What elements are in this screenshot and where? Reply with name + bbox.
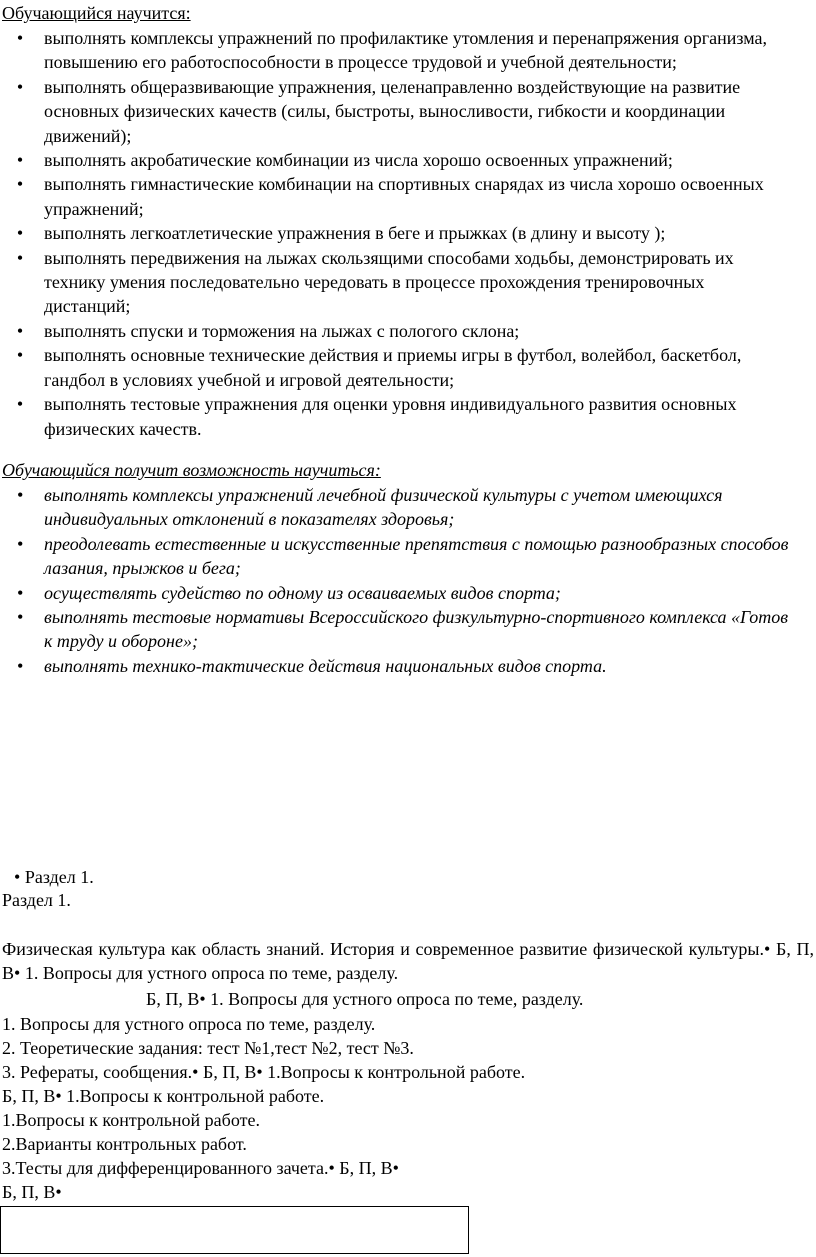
list-item: • выполнять спуски и торможения на лыжах с пологого склона; (0, 319, 800, 343)
bullet-icon: • (16, 582, 24, 603)
bullet-icon: • (199, 989, 206, 1009)
bullet-icon: • (16, 485, 24, 505)
bullet-icon: • (55, 1086, 62, 1106)
bullet-icon: • (16, 247, 24, 268)
list-item: • выполнять тестовые упражнения для оценки уровня индивидуального развития основных физических качеств. (0, 392, 800, 441)
section-paragraph: Физическая культура как область знаний. История и современное развитие физической культуры.• Б, П, В• 1. Вопросы для устного опроса по теме, разделу. (2, 939, 814, 983)
list-item: • выполнять гимнастические комбинации на спортивных снарядах из числа хорошо освоенных упражнений; (0, 172, 800, 221)
section-bullet-title: • Раздел 1. (14, 867, 94, 887)
bullet-icon: • (392, 1158, 399, 1178)
bullet-icon: • (16, 150, 24, 171)
list-item: • выполнять акробатические комбинации из числа хорошо освоенных упражнений; (0, 148, 800, 172)
assessment-line: 3.Тесты для дифференцированного зачета.• Б, П, В• (2, 1158, 399, 1178)
bullet-icon: • (16, 345, 24, 366)
assessment-line: Б, П, В• 1.Вопросы к контрольной работе. (2, 1086, 325, 1106)
assessment-line: Б, П, В• 1. Вопросы для устного опроса по теме, разделу. (146, 989, 584, 1009)
bullet-icon: • (16, 655, 24, 676)
opportunity-list (0, 483, 800, 678)
bullet-icon: • (14, 963, 21, 983)
list-item: • выполнять общеразвивающие упражнения, целенаправленно воздействующие на развитие основных физических качеств (силы, быстроты, выносливости, гибкости и координации движений); (0, 75, 800, 148)
learn-heading: Обучающийся научится: (2, 3, 191, 23)
bullet-icon: • (16, 607, 24, 628)
assessment-line: 1. Вопросы для устного опроса по теме, разделу. (2, 1014, 376, 1034)
assessment-line: 2. Теоретические задания: тест №1,тест №2, тест №3. (2, 1038, 414, 1058)
bullet-icon: • (16, 533, 24, 554)
bullet-icon: • (764, 939, 771, 959)
list-item: • выполнять легкоатлетические упражнения в беге и прыжках (в длину и высоту ); (0, 221, 800, 245)
assessment-line: 3. Рефераты, сообщения.• Б, П, В• 1.Вопросы к контрольной работе. (2, 1062, 526, 1082)
bullet-icon: • (16, 174, 24, 195)
list-item: • выполнять основные технические действия и приемы игры в футбол, волейбол, баскетбол, гандбол в условиях учебной и игровой деятельности; (0, 343, 800, 392)
list-item: • выполнять комплексы упражнений по профилактике утомления и перенапряжения организма, повышению его работоспособности в процессе трудовой и учебной деятельности; (0, 26, 800, 75)
bullet-icon: • (55, 1182, 62, 1202)
section-title: Раздел 1. (2, 890, 71, 910)
opportunity-heading: Обучающийся получит возможность научиться: (2, 460, 381, 480)
bullet-icon: • (16, 223, 24, 244)
list-item: • выполнять передвижения на лыжах скользящими способами ходьбы, демонстрировать их технику умения последовательно чередовать в процессе прохождения тренировочных дистанций; (0, 246, 800, 319)
bullet-icon: • (14, 867, 21, 887)
list-item: • преодолевать естественные и искусственные препятствия с помощью разнообразных способов лазания, прыжков и бега; (0, 532, 800, 581)
assessment-line: Б, П, В• (2, 1182, 62, 1202)
bullet-icon: • (256, 1062, 263, 1082)
list-item: • выполнять комплексы упражнений лечебной физической культуры с учетом имеющихся индивидуальных отклонений в показателях здоровья; (0, 483, 800, 532)
bullet-icon: • (192, 1062, 199, 1082)
assessment-line: 2.Варианты контрольных работ. (2, 1134, 247, 1154)
list-item: • выполнять технико-тактические действия национальных видов спорта. (0, 654, 800, 678)
bullet-icon: • (16, 76, 24, 97)
learn-list (0, 26, 800, 441)
bullet-icon: • (16, 320, 24, 341)
list-item: • выполнять тестовые нормативы Всероссийского физкультурно-спортивного комплекса «Готов к труду и обороне»; (0, 605, 800, 654)
assessment-line: 1.Вопросы к контрольной работе. (2, 1110, 260, 1130)
bullet-icon: • (328, 1158, 335, 1178)
bullet-icon: • (16, 28, 24, 48)
bullet-icon: • (16, 394, 24, 415)
empty-table-cell (0, 1206, 469, 1254)
list-item: • осуществлять судейство по одному из осваиваемых видов спорта; (0, 581, 800, 605)
